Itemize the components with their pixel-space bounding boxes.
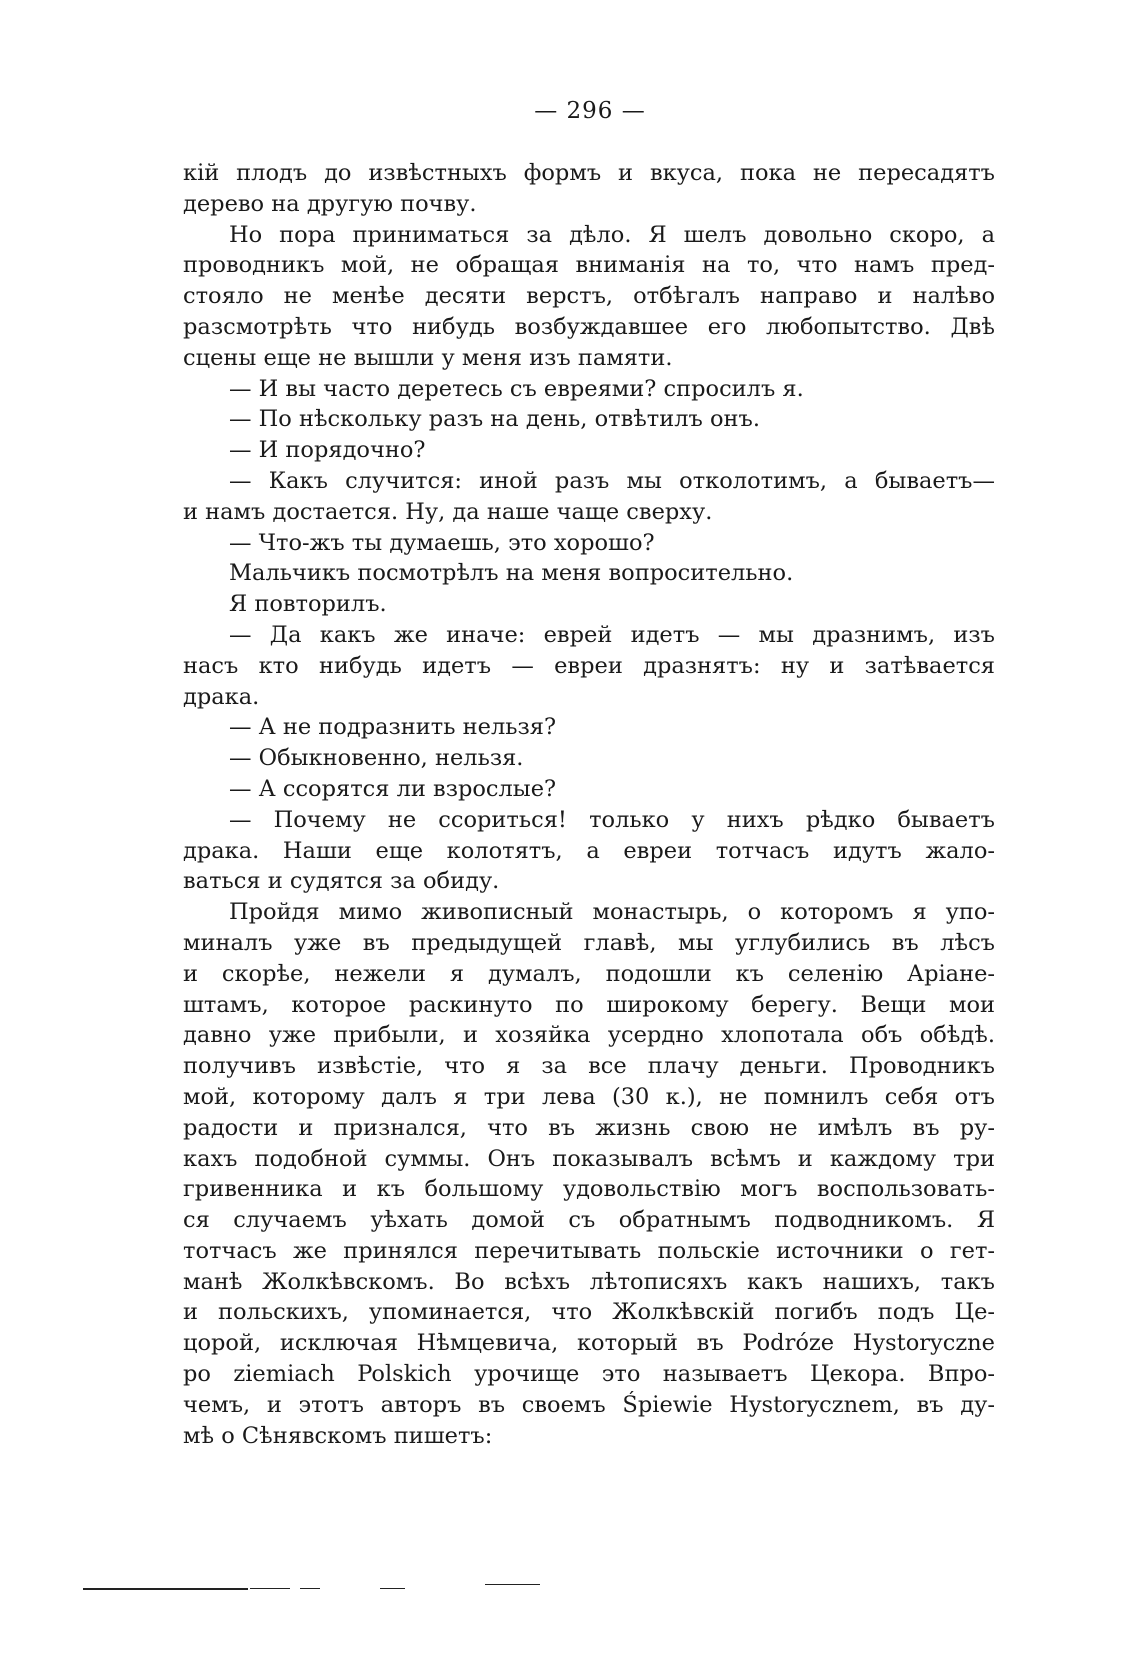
footer-rule (83, 1588, 248, 1590)
text-line: и намъ достается. Ну, да наше чаще сверху. (183, 498, 713, 525)
text-line: Я повторилъ. (229, 591, 387, 618)
text-line: ваться и судятся за обиду. (183, 868, 500, 895)
text-line: ся случаемъ уѣхать домой съ обратнымъ подводникомъ. Я (183, 1207, 995, 1234)
text-line: стояло не менѣе десяти верстъ, отбѣгалъ направо и налѣво (183, 283, 995, 310)
footer-rule (485, 1584, 540, 1585)
text-line: гривенника и къ большому удовольствію могъ воспользовать- (183, 1176, 995, 1203)
footer-rule (300, 1588, 320, 1589)
text-line: драка. (183, 683, 260, 710)
text-line: — А не подразнить нельзя? (229, 714, 557, 741)
text-line: сцены еще не вышли у меня изъ памяти. (183, 344, 673, 371)
text-line: цорой, исключая Нѣмцевича, который въ Podróze Hystoryczne (183, 1330, 995, 1357)
text-line: насъ кто нибудь идетъ — евреи дразнятъ: ну и затѣвается (183, 652, 995, 679)
text-line: радости и признался, что въ жизнь свою не имѣлъ въ ру- (183, 1114, 995, 1141)
text-line: и скорѣе, нежели я думалъ, подошли къ селенію Аріане- (183, 960, 995, 987)
text-line: кій плодъ до извѣстныхъ формъ и вкуса, пока не пересадятъ (183, 160, 995, 186)
text-line: дерево на другую почву. (183, 190, 477, 217)
text-line: — Что-жъ ты думаешь, это хорошо? (229, 529, 655, 556)
text-line: мой, которому далъ я три лева (30 к.), не помнилъ себя отъ (183, 1083, 995, 1110)
text-line: — Обыкновенно, нельзя. (229, 745, 524, 772)
text-line: — А ссорятся ли взрослые? (229, 775, 557, 802)
text-line: кахъ подобной суммы. Онъ показывалъ всѣмъ и каждому три (183, 1145, 995, 1172)
text-line: — Какъ случится: иной разъ мы отколотимъ, а бываетъ— (229, 467, 995, 494)
text-line: Пройдя мимо живописный монастырь, о которомъ я упо- (229, 899, 995, 926)
text-line: проводникъ мой, не обращая вниманія на то, что намъ пред- (183, 252, 995, 279)
body-text (183, 158, 995, 1451)
text-line: — По нѣскольку разъ на день, отвѣтилъ онъ. (229, 406, 761, 433)
text-line: — Да какъ же иначе: еврей идетъ — мы дразнимъ, изъ (229, 621, 995, 648)
footer-rule (250, 1588, 290, 1589)
text-line: разсмотрѣть что нибудь возбуждавшее его любопытство. Двѣ (183, 313, 995, 340)
text-line: — Почему не ссориться! только у нихъ рѣдко бываетъ (229, 806, 995, 833)
text-line: po ziemiach Polskich урочище это называетъ Цекора. Впро- (183, 1361, 995, 1388)
text-line: штамъ, которое раскинуто по широкому берегу. Вещи мои (183, 991, 995, 1018)
text-line: и польскихъ, упоминается, что Жолкѣвскій погибъ подъ Це- (183, 1299, 995, 1326)
text-line: мѣ о Сѣнявскомъ пишетъ: (183, 1422, 493, 1449)
text-line: чемъ, и этотъ авторъ въ своемъ Śpiewie Hystorycznem, въ ду- (183, 1391, 995, 1418)
text-line: тотчасъ же принялся перечитывать польскіе источники о гет- (183, 1237, 995, 1264)
text-line: драка. Наши еще колотятъ, а евреи тотчасъ идутъ жало- (183, 837, 995, 864)
text-line: — И порядочно? (229, 437, 426, 464)
text-line: получивъ извѣстіе, что я за все плачу деньги. Проводникъ (183, 1053, 995, 1080)
text-line: Но пора приниматься за дѣло. Я шелъ довольно скоро, а (229, 221, 995, 248)
text-line: миналъ уже въ предыдущей главѣ, мы углубились въ лѣсъ (183, 929, 995, 956)
page-number: — 296 — (534, 98, 646, 124)
footer-rule (380, 1588, 405, 1589)
text-line: Мальчикъ посмотрѣлъ на меня вопросительно. (229, 560, 794, 587)
text-line: давно уже прибыли, и хозяйка усердно хлопотала объ обѣдѣ. (183, 1022, 995, 1049)
text-line: манѣ Жолкѣвскомъ. Во всѣхъ лѣтописяхъ какъ нашихъ, такъ (183, 1268, 995, 1295)
text-line: — И вы часто деретесь съ евреями? спросилъ я. (229, 375, 804, 402)
